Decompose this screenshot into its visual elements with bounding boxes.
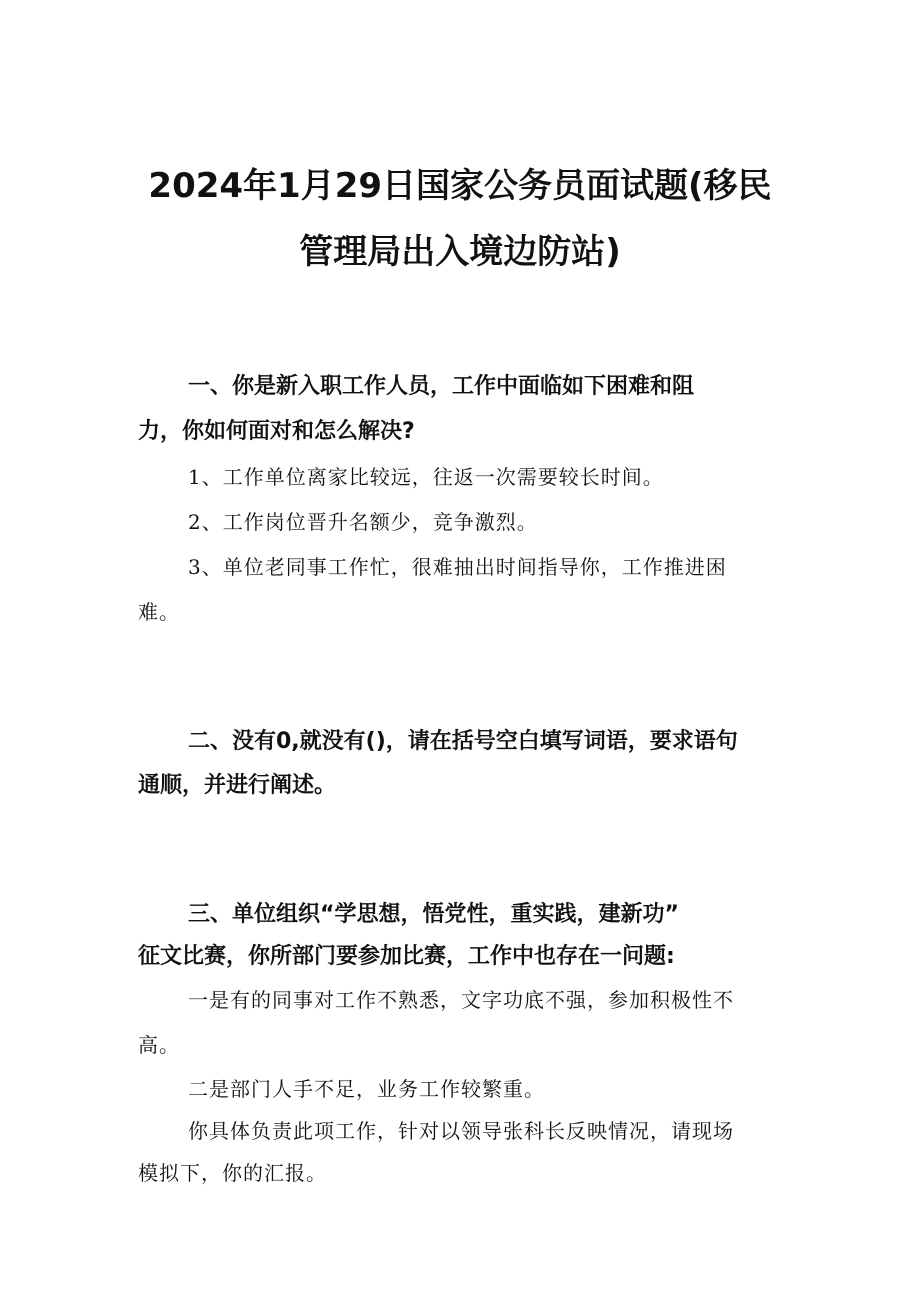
document-title-line-2: 管理局出入境边防站) (299, 232, 621, 272)
question-2-line-1: 二、没有0,就没有()，请在括号空白填写词语，要求语句 (188, 729, 738, 754)
question-3-item-3-line-1: 你具体负责此项工作，针对以领导张科长反映情况，请现场 (188, 1119, 734, 1143)
question-1-item-3-line-2: 难。 (138, 600, 180, 624)
question-3-line-1: 三、单位组织“学思想，悟党性，重实践，建新功” (188, 902, 679, 927)
question-1-item-3-line-1: 3、单位老同事工作忙，很难抽出时间指导你，工作推进困 (188, 555, 727, 579)
question-3-item-1-line-2: 高。 (138, 1033, 180, 1057)
question-1-line-1: 一、你是新入职工作人员，工作中面临如下困难和阻 (188, 374, 695, 399)
question-3-item-3-line-2: 模拟下，你的汇报。 (138, 1161, 327, 1185)
question-3-item-2: 二是部门人手不足，业务工作较繁重。 (188, 1077, 545, 1101)
document-title-line-1: 2024年1月29日国家公务员面试题(移民 (148, 166, 772, 206)
question-1-item-2: 2、工作岗位晋升名额少，竞争激烈。 (188, 510, 538, 534)
question-1-item-1: 1、工作单位离家比较远，往返一次需要较长时间。 (188, 465, 664, 489)
question-1-line-2: 力，你如何面对和怎么解决? (138, 419, 415, 444)
question-3-item-1-line-1: 一是有的同事对工作不熟悉，文字功底不强，参加积极性不 (188, 988, 734, 1012)
question-2-line-2: 通顺，并进行阐述。 (138, 773, 337, 798)
question-3-line-2: 征文比赛，你所部门要参加比赛，工作中也存在一问题: (138, 944, 675, 969)
